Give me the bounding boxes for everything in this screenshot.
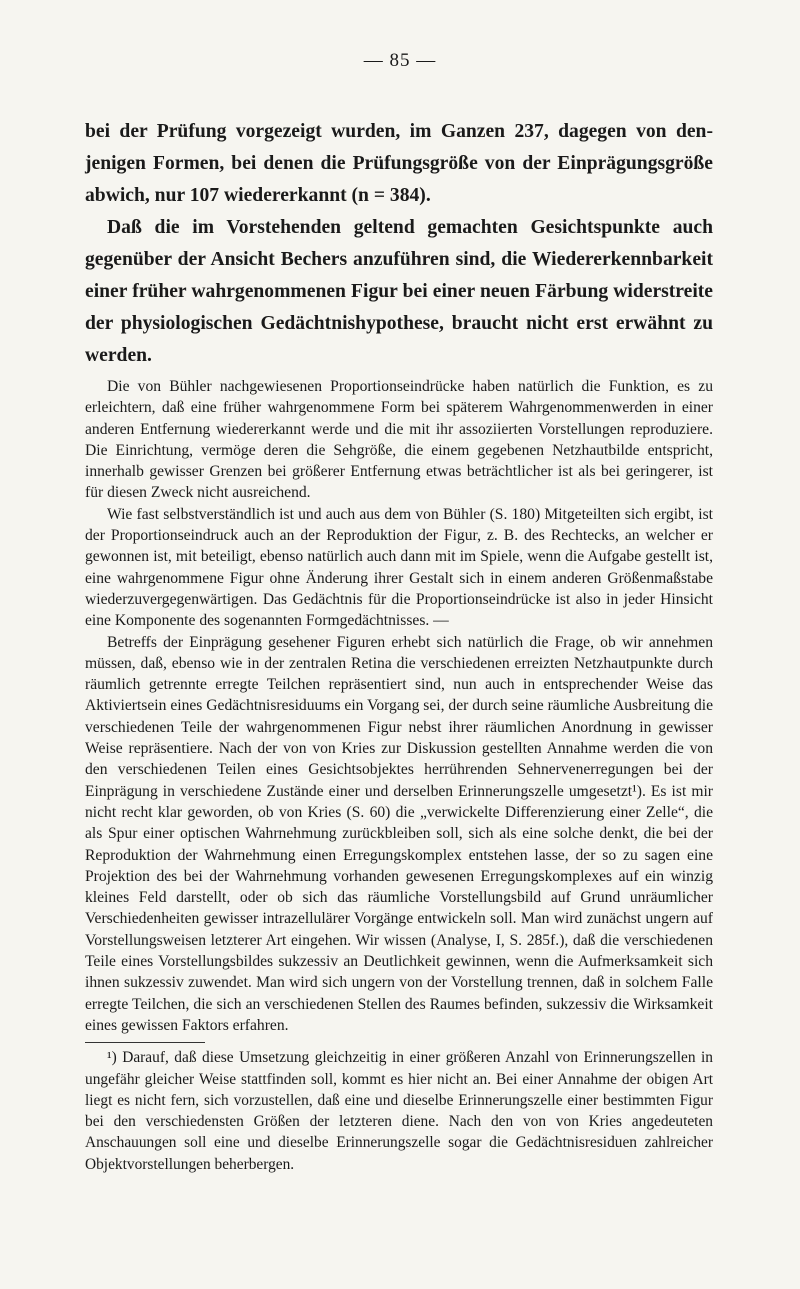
- paragraph-small-3: Betreffs der Einprägung gesehener Figuren erhebt sich natürlich die Frage, ob wir annehmen müssen, daß, ebenso wie in der zentralen Retina die verschiedenen erreizten Netzhautpunkte durch räumlich getrennte erregte Teilchen repräsentiert sind, nun auch in entsprechender Weise das Aktiviertsein eines Gedächtnisresiduums ein Vorgang sei, der durch seine räumliche Ausbreitung die verschiedenen Teile der wahrgenommenen Figur nebst ihrer räumlichen Anordnung in gewisser Weise repräsentiere. Nach der von von Kries zur Diskussion gestellten Annahme werden die von den verschiedenen Teilen eines Gesichtsobjektes herrührenden Sehnervenerregungen bei der Einprägung in verschiedene Zustände einer und derselben Erinnerungszelle umgesetzt¹). Es ist mir nicht recht klar geworden, ob von Kries (S. 60) die „verwickelte Differenzierung einer Zelle“, die als Spur einer optischen Wahrnehmung zurückbleiben soll, sich als eine solche denkt, die bei der Reproduktion der Wahrnehmung einen Erregungskomplex entstehen lasse, der so zu sagen eine Projektion des bei der Wahrnehmung vorhanden gewesenen Erregungskomplexes auf ein winzig kleines Feld darstellt, oder ob sich das räumliche Vorstellungsbild auf Grund unräumlicher Verschiedenheiten gewisser intrazellulärer Vorgänge entwickeln soll. Man wird zunächst ungern auf Vorstellungsweisen letzterer Art eingehen. Wir wissen (Analyse, I, S. 285f.), daß die verschiedenen Teile eines Vorstellungsbildes sukzessiv an Deutlichkeit gewinnen, wenn die Aufmerksamkeit sich ihnen sukzessiv zuwendet. Man wird sich ungern von der Vorstellung trennen, daß in solchem Falle erregte Teilchen, die sich an verschiedenen Stellen des Raumes befinden, sukzessiv die Wirksamkeit eines gewissen Faktors erfahren.: [85, 633, 713, 1034]
- paragraph-large-1: bei der Prüfung vorgezeigt wurden, im Ganzen 237, dagegen von denjenigen Formen, bei denen die Prüfungsgröße von der Einprägungsgröße abwich, nur 107 wiedererkannt (n = 384).: [85, 121, 713, 206]
- paragraph-large-2: Daß die im Vorstehenden geltend gemachten Gesichtspunkte auch gegenüber der Ansicht Bechers anzuführen sind, die Wiedererkennbarkeit einer früher wahrgenommenen Figur bei einer neuen Färbung widerstreite der physiologischen Gedächtnishypothese, braucht nicht erst erwähnt zu werden.: [85, 217, 713, 366]
- footnote-divider: [85, 1042, 205, 1043]
- page-number: — 85 —: [363, 50, 437, 71]
- paragraph-small-1: Die von Bühler nachgewiesenen Proportionseindrücke haben natürlich die Funktion, es zu erleichtern, daß eine früher wahrgenommene Form bei späterem Wahrgenommenwerden in einer anderen Entfernung wiedererkannt werde und die mit ihr assoziierten Vorstellungen reproduziere. Die Einrichtung, vermöge deren die Sehgröße, die einem gegebenen Netzhautbilde entspricht, innerhalb gewisser Grenzen bei größerer Entfernung etwas beträchtlicher ist als bei geringerer, ist für diesen Zweck nicht ausreichend.: [85, 378, 713, 502]
- footnote: ¹) Darauf, daß diese Umsetzung gleichzeitig in einer größeren Anzahl von Erinnerungszellen in ungefähr gleicher Weise stattfinden soll, kommt es hier nicht an. Bei einer Annahme der obigen Art liegt es nicht fern, sich vorzustellen, daß eine und dieselbe Erinnerungszelle einer bestimmten Figur bei den verschiedensten Größen der letzteren diene. Nach den von von Kries angedeuteten Anschauungen soll eine und dieselbe Erinnerungszelle sogar die Gedächtnisresiduen zahlreicher Objektvorstellungen beherbergen.: [85, 1049, 713, 1173]
- main-text: [85, 116, 713, 1175]
- paragraph-small-2: Wie fast selbstverständlich ist und auch aus dem von Bühler (S. 180) Mitgeteilten sich ergibt, ist der Proportionseindruck auch an der Reproduktion der Figur, z. B. des Rechtecks, an welcher er gewonnen ist, mit beteiligt, ebenso natürlich auch dann mit im Spiele, wenn die Aufgabe gestellt ist, eine wahrgenommene Figur ohne Änderung ihrer Gestalt sich in einem anderen Größenmaßstabe wiederzuvergegenwärtigen. Das Gedächtnis für die Proportionseindrücke ist also in jeder Hinsicht eine Komponente des sogenannten Formgedächtnisses. —: [85, 505, 713, 630]
